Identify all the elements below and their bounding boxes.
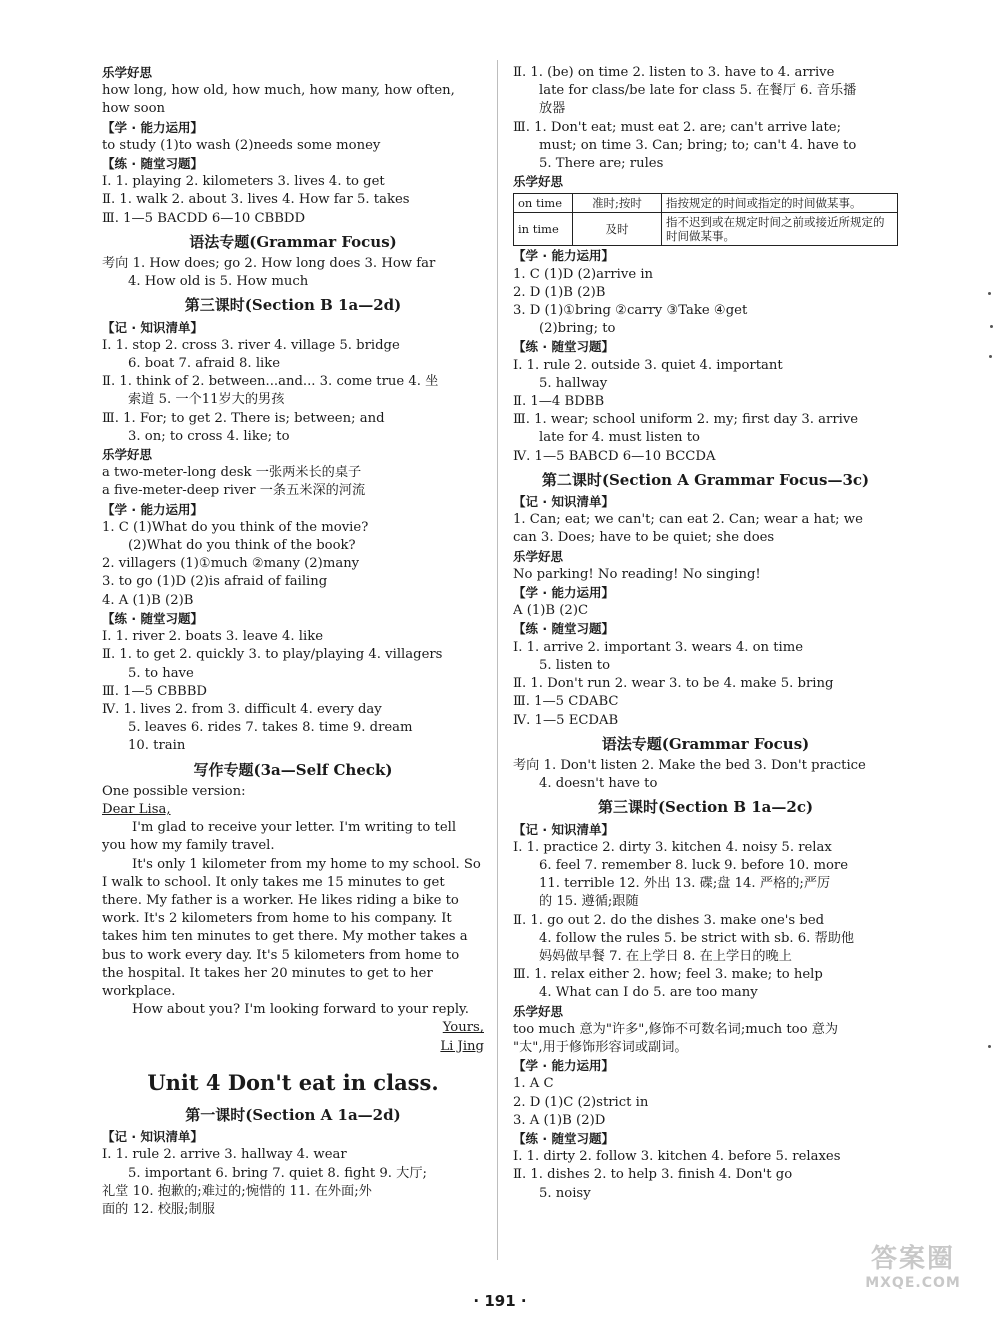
letter-signature: Li Jing xyxy=(440,1038,484,1054)
answer-line: 3. D (1)①bring ②carry ③Take ④get xyxy=(513,303,748,319)
section-tag: 【记 · 知识清单】 xyxy=(513,494,614,510)
answer-line: (2)What do you think of the book? xyxy=(128,538,356,554)
answer-line: 4. What can I do 5. are too many xyxy=(539,985,758,1001)
letter-paragraph: I'm glad to receive your letter. I'm writing to tell you how my family travel. xyxy=(102,820,457,854)
answer-line: 考向 1. Don't listen 2. Make the bed 3. Don't practice xyxy=(513,757,866,773)
table-cell-meaning: 准时;按时 xyxy=(573,194,662,213)
table-cell-desc: 指不迟到或在规定时间之前或接近所规定的时间做某事。 xyxy=(662,213,898,246)
answer-line: Ⅱ. 1. dishes 2. to help 3. finish 4. Don't go xyxy=(513,1167,793,1183)
answer-line: 索道 5. 一个11岁大的男孩 xyxy=(128,392,285,408)
table-row xyxy=(514,194,898,213)
answer-line: Ⅰ. 1. dirty 2. follow 3. kitchen 4. before 5. relaxes xyxy=(513,1149,841,1165)
answer-line: Ⅰ. 1. playing 2. kilometers 3. lives 4. to get xyxy=(102,174,385,190)
answer-line: Ⅳ. 1—5 BABCD 6—10 BCCDA xyxy=(513,448,716,464)
answer-line: 的 15. 遵循;跟随 xyxy=(539,894,639,910)
answer-line: Ⅰ. 1. practice 2. dirty 3. kitchen 4. noisy 5. relax xyxy=(513,839,832,855)
answer-line: 4. doesn't have to xyxy=(539,776,658,792)
section-tag: 【练 · 随堂习题】 xyxy=(513,339,614,355)
answer-line: 5. hallway xyxy=(539,375,608,391)
answer-line: Ⅳ. 1. lives 2. from 3. difficult 4. every day xyxy=(102,701,382,717)
answer-line: Ⅱ. 1. think of 2. between...and... 3. come true 4. 坐 xyxy=(102,374,439,390)
answer-line: 礼堂 10. 抱歉的;难过的;惋惜的 11. 在外面;外 xyxy=(102,1183,372,1199)
section-tag: 【练 · 随堂习题】 xyxy=(513,1130,614,1146)
answer-line: "太",用于修饰形容词或副词。 xyxy=(513,1039,688,1055)
watermark-text: 答案圈 xyxy=(870,1244,955,1274)
answer-line: (2)bring; to xyxy=(539,321,616,337)
section-tag: 【记 · 知识清单】 xyxy=(513,821,614,837)
table-cell-term: on time xyxy=(514,194,573,213)
answer-line: a five-meter-deep river 一条五米深的河流 xyxy=(102,483,366,499)
answer-line: 5. listen to xyxy=(539,657,611,673)
section-tag: 乐学好思 xyxy=(102,65,153,80)
answer-line: 1. C (1)D (2)arrive in xyxy=(513,266,654,282)
answer-line: must; on time 3. Can; bring; to; can't 4. have to xyxy=(539,137,857,153)
answer-line: Ⅰ. 1. stop 2. cross 3. river 4. village 5. bridge xyxy=(102,337,400,353)
scan-speck xyxy=(988,292,991,295)
answer-line: 考向 1. How does; go 2. How long does 3. How far xyxy=(102,256,436,272)
answer-line: a two-meter-long desk 一张两米长的桌子 xyxy=(102,465,362,481)
answer-line: Ⅱ. 1. (be) on time 2. listen to 3. have to 4. arrive xyxy=(513,65,835,80)
answer-line: 3. on; to cross 4. like; to xyxy=(128,428,290,444)
answer-line: Ⅱ. 1—4 BDBB xyxy=(513,394,605,410)
answer-line: Ⅲ. 1—5 CDABC xyxy=(513,694,619,710)
answer-line: A (1)B (2)C xyxy=(513,603,589,619)
section-heading: 语法专题(Grammar Focus) xyxy=(601,734,810,753)
scan-speck xyxy=(990,325,993,328)
section-heading: 写作专题(3a—Self Check) xyxy=(193,760,393,779)
right-column xyxy=(513,64,898,1203)
letter-closing: Yours, xyxy=(442,1020,484,1036)
answer-line: 4. A (1)B (2)B xyxy=(102,592,194,608)
answer-line: 5. to have xyxy=(128,665,194,681)
section-tag: 【练 · 随堂习题】 xyxy=(102,610,203,626)
answer-line: 妈妈做早餐 7. 在上学日 8. 在上学日的晚上 xyxy=(539,948,792,964)
page-number: · 191 · xyxy=(473,1292,527,1310)
answer-line: late for class/be late for class 5. 在餐厅 6. 音乐播 xyxy=(539,83,857,99)
answer-line: Ⅲ. 1—5 BACDD 6—10 CBBDD xyxy=(102,210,306,226)
section-heading: 第三课时(Section B 1a—2c) xyxy=(597,798,814,817)
answer-line: 1. C (1)What do you think of the movie? xyxy=(102,519,369,535)
answer-line: Ⅰ. 1. rule 2. outside 3. quiet 4. important xyxy=(513,357,783,373)
answer-line: Ⅰ. 1. river 2. boats 3. leave 4. like xyxy=(102,629,324,645)
answer-line: Ⅱ. 1. walk 2. about 3. lives 4. How far 5. takes xyxy=(102,192,410,208)
answer-line: 6. feel 7. remember 8. luck 9. before 10. more xyxy=(539,857,849,873)
section-tag: 【学 · 能力运用】 xyxy=(102,501,203,517)
answer-line: Ⅳ. 1—5 ECDAB xyxy=(513,712,619,728)
letter-greeting: Dear Lisa, xyxy=(102,801,171,817)
section-tag: 【练 · 随堂习题】 xyxy=(102,156,203,172)
answer-line: 4. follow the rules 5. be strict with sb. 6. 帮助他 xyxy=(539,930,855,946)
section-tag: 【学 · 能力运用】 xyxy=(513,248,614,264)
answer-line: 放器 xyxy=(539,101,566,117)
answer-line: how long, how old, how much, how many, how often, xyxy=(102,83,455,99)
answer-line: 2. D (1)B (2)B xyxy=(513,284,606,300)
answer-line: can 3. Does; have to be quiet; she does xyxy=(513,530,775,546)
section-heading: 第一课时(Section A 1a—2d) xyxy=(185,1105,401,1124)
unit-title: Unit 4 Don't eat in class. xyxy=(147,1069,439,1095)
answer-line: Ⅲ. 1—5 CBBBD xyxy=(102,683,207,699)
section-tag: 乐学好思 xyxy=(513,548,564,564)
answer-line: 1. Can; eat; we can't; can eat 2. Can; wear a hat; we xyxy=(513,512,863,528)
left-column xyxy=(102,64,484,1219)
section-tag: 乐学好思 xyxy=(513,174,564,190)
letter-paragraph: It's only 1 kilometer from my home to my school. So I walk to school. It only takes me 15 minutes to get there. My father is a worker. He likes riding a bike to work. It's 2 kilometers from home to his company. It takes him ten minutes to get there. My mother takes a bus to work every day. It's 5 kilometers from home to the hospital. It takes her 20 minutes to get to her workplace. xyxy=(102,856,481,999)
section-tag: 【记 · 知识清单】 xyxy=(102,319,203,335)
section-tag: 【学 · 能力运用】 xyxy=(102,119,203,135)
answer-line: 3. A (1)B (2)D xyxy=(513,1112,606,1128)
answer-line: Ⅰ. 1. rule 2. arrive 3. hallway 4. wear xyxy=(102,1147,347,1163)
answer-line: Ⅲ. 1. For; to get 2. There is; between; and xyxy=(102,410,385,426)
section-tag: 乐学好思 xyxy=(102,447,153,463)
answer-line: 6. boat 7. afraid 8. like xyxy=(128,356,281,372)
table-cell-desc: 指按规定的时间或指定的时间做某事。 xyxy=(662,194,898,213)
answer-line: late for 4. must listen to xyxy=(539,430,700,446)
answer-line: how soon xyxy=(102,101,166,117)
section-tag: 【学 · 能力运用】 xyxy=(513,585,614,601)
answer-line: too much 意为"许多",修饰不可数名词;much too 意为 xyxy=(513,1021,839,1037)
section-tag: 【练 · 随堂习题】 xyxy=(513,621,614,637)
watermark-logo xyxy=(838,1238,988,1291)
answer-line: 5. leaves 6. rides 7. takes 8. time 9. dream xyxy=(128,720,413,736)
table-row xyxy=(514,213,898,246)
column-divider xyxy=(497,60,498,1260)
answer-line: Ⅲ. 1. wear; school uniform 2. my; first day 3. arrive xyxy=(513,412,859,428)
answer-line: 1. A C xyxy=(513,1076,554,1092)
section-tag: 乐学好思 xyxy=(513,1003,564,1019)
essay-intro: One possible version: xyxy=(102,783,246,799)
answer-line: 4. How old is 5. How much xyxy=(128,274,309,290)
answer-line: 11. terrible 12. 外出 13. 碟;盘 14. 严格的;严厉 xyxy=(539,876,831,892)
answer-line: Ⅱ. 1. Don't run 2. wear 3. to be 4. make 5. bring xyxy=(513,676,834,692)
answer-line: to study (1)to wash (2)needs some money xyxy=(102,137,381,153)
answer-line: Ⅱ. 1. to get 2. quickly 3. to play/playing 4. villagers xyxy=(102,647,443,663)
answer-line: 面的 12. 校服;制服 xyxy=(102,1201,215,1217)
section-tag: 【记 · 知识清单】 xyxy=(102,1129,203,1145)
answer-line: Ⅲ. 1. Don't eat; must eat 2. are; can't arrive late; xyxy=(513,119,842,135)
answer-line: 2. villagers (1)①much ②many (2)many xyxy=(102,556,360,572)
answer-line: 5. important 6. bring 7. quiet 8. fight 9. 大厅; xyxy=(128,1165,428,1181)
answer-line: 3. to go (1)D (2)is afraid of failing xyxy=(102,574,328,590)
scan-speck xyxy=(988,1045,991,1048)
answer-line: 5. There are; rules xyxy=(539,156,664,172)
answer-line: Ⅱ. 1. go out 2. do the dishes 3. make one's bed xyxy=(513,912,825,928)
answer-line: 10. train xyxy=(128,738,186,754)
answer-line: Ⅲ. 1. relax either 2. how; feel 3. make; to help xyxy=(513,967,823,983)
section-tag: 【学 · 能力运用】 xyxy=(513,1058,614,1074)
answer-line: 5. noisy xyxy=(539,1185,591,1201)
answer-line: 2. D (1)C (2)strict in xyxy=(513,1094,649,1110)
table-cell-meaning: 及时 xyxy=(573,213,662,246)
letter-paragraph: How about you? I'm looking forward to your reply. xyxy=(132,1002,469,1018)
table-cell-term: in time xyxy=(514,213,573,246)
section-heading: 语法专题(Grammar Focus) xyxy=(189,232,397,251)
section-heading: 第三课时(Section B 1a—2d) xyxy=(184,296,402,315)
answer-line: Ⅰ. 1. arrive 2. important 3. wears 4. on time xyxy=(513,639,804,655)
comparison-table xyxy=(513,193,898,246)
section-heading: 第二课时(Section A Grammar Focus—3c) xyxy=(541,470,870,489)
answer-line: No parking! No reading! No singing! xyxy=(513,566,761,582)
scan-speck xyxy=(989,355,992,358)
watermark-url: MXQE.COM xyxy=(865,1275,961,1291)
